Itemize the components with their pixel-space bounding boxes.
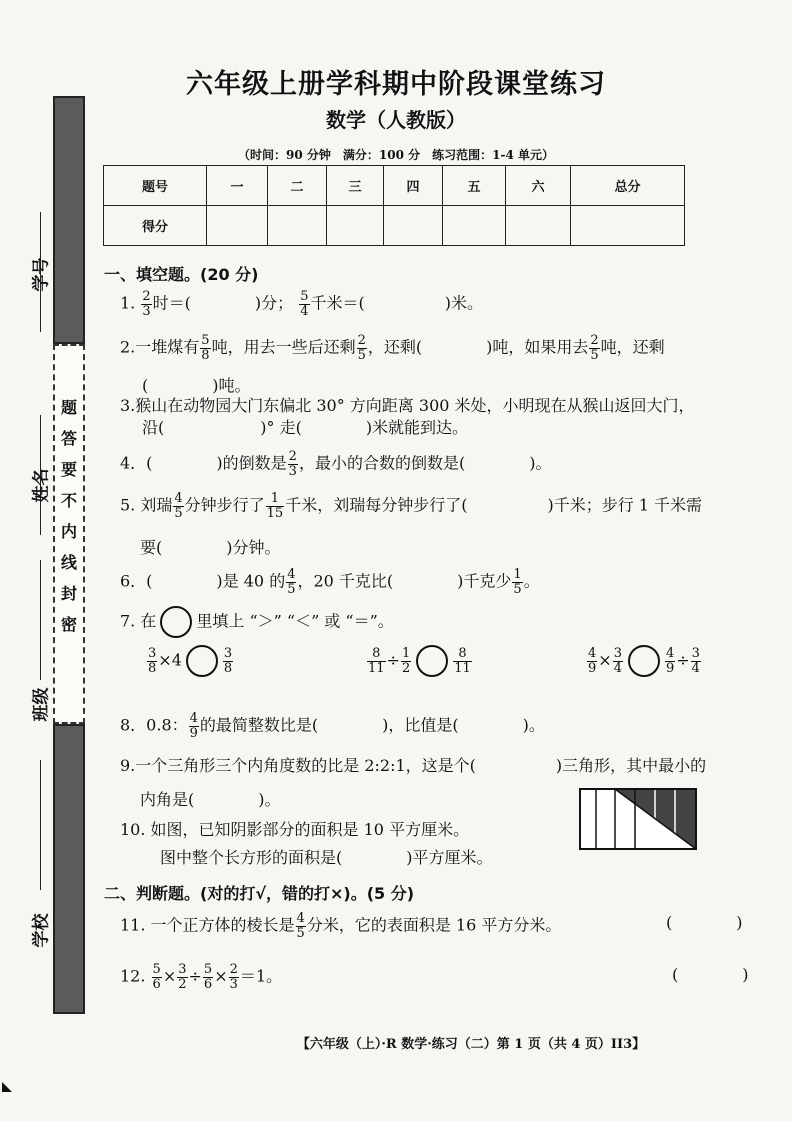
label-student-id: 学号 [31, 257, 52, 292]
score-table [103, 165, 685, 246]
label-school: 学校 [31, 913, 52, 948]
question-3: 3.猴山在动物园大门东偏北 30° 方向距离 300 米处，小明现在从猴山返回大门， [120, 396, 695, 415]
compare-circle-3[interactable] [628, 645, 660, 677]
class-line [40, 560, 41, 680]
fraction: $\frac{2}{5}$ [590, 333, 599, 363]
score-header-row [104, 166, 685, 206]
score-cell: 四 [384, 166, 443, 206]
fraction: $\frac{4}{5}$ [287, 567, 296, 597]
corner-mark [2, 1082, 12, 1092]
exam-meta: （时间：90 分钟 满分：100 分 练习范围：1-4 单元） [238, 148, 554, 162]
fraction: $\frac{2}{3}$ [142, 289, 151, 319]
score-input[interactable] [443, 206, 506, 246]
question-3-line-2: 沿( )° 走( )米就能到达。 [142, 418, 469, 437]
fraction: $\frac{4}{5}$ [174, 491, 183, 521]
score-input[interactable] [268, 206, 327, 246]
question-10-line-2: 图中整个长方形的面积是( )平方厘米。 [160, 848, 493, 867]
fraction: $\frac{5}{8}$ [201, 333, 210, 363]
school-line [40, 760, 41, 890]
section-heading-judge: 二、判断题。(对的打√，错的打×)。(5 分) [104, 884, 415, 903]
rectangle-figure [578, 787, 698, 851]
section-heading-fill: 一、填空题。(20 分) [104, 265, 259, 284]
question-6: 6．( )是 40 的 $\frac{4}{5}$ ，20 千克比( )千克少 $\frac{1}{5}$ 。 [120, 567, 540, 597]
compare-circle-2[interactable] [416, 645, 448, 677]
page-subtitle: 数学（人教版） [326, 108, 466, 132]
score-input[interactable] [571, 206, 685, 246]
score-cell: 得分 [104, 206, 207, 246]
question-4: 4．( )的倒数是 $\frac{2}{3}$ ，最小的合数的倒数是( )。 [120, 449, 552, 479]
question-5: 5. 刘瑞 $\frac{4}{5}$ 分钟步行了 $\frac{1}{15}$ 千米，刘瑞每分钟步行了( )千米；步行 1 千米需 [120, 491, 703, 521]
fraction: $\frac{2}{5}$ [357, 333, 366, 363]
fraction: $\frac{4}{9}$ [189, 711, 198, 741]
compare-expression-3: $\frac{4}{9}$ × $\frac{3}{4}$ $\frac{4}{9}$ ÷ $\frac{3}{4}$ [588, 645, 700, 676]
question-7: 7. 在 里填上 “＞” “＜” 或 “＝”。 [120, 606, 394, 638]
question-9-line-2: 内角是( )。 [140, 790, 281, 809]
score-input[interactable] [207, 206, 268, 246]
score-cell: 二 [268, 166, 327, 206]
page-title: 六年级上册学科期中阶段课堂练习 [186, 69, 606, 100]
score-cell: 一 [207, 166, 268, 206]
answer-paren-12[interactable]: ( ) [672, 965, 749, 984]
score-value-row [104, 206, 685, 246]
compare-circle-1[interactable] [186, 645, 218, 677]
score-cell: 六 [506, 166, 571, 206]
score-input[interactable] [506, 206, 571, 246]
label-class: 班级 [31, 687, 52, 722]
fraction: $\frac{4}{5}$ [296, 911, 305, 941]
score-cell: 总分 [571, 166, 685, 206]
binding-strip-top [53, 96, 85, 344]
seal-notice: 题 答 要 不 内 线 封 密 [60, 398, 77, 634]
circle-icon [160, 606, 192, 638]
binding-strip-bottom [53, 724, 85, 1014]
question-12: 12. $\frac{5}{6}$ × $\frac{3}{2}$ ÷ $\frac{5}{6}$ × $\frac{2}{3}$ ＝1。 [120, 962, 283, 992]
question-2-line-2: ( )吨。 [142, 376, 251, 395]
fraction: $\frac{2}{3}$ [288, 449, 297, 479]
page-footer: 【六年级（上）·R 数学·练习（二）第 1 页（共 4 页）II3】 [296, 1037, 646, 1052]
question-1: 1. $\frac{2}{3}$ 时＝( )分； $\frac{5}{4}$ 千米＝( )米。 [120, 289, 484, 319]
fraction: $\frac{5}{4}$ [300, 289, 309, 319]
score-input[interactable] [384, 206, 443, 246]
label-name: 姓名 [31, 468, 52, 503]
answer-paren-11[interactable]: ( ) [666, 913, 743, 932]
fraction: $\frac{1}{15}$ [266, 491, 284, 521]
question-9: 9.一个三角形三个内角度数的比是 2:2:1，这是个( )三角形，其中最小的 [120, 756, 707, 775]
compare-expression-1: $\frac{3}{8}$ ×4 $\frac{3}{8}$ [148, 645, 233, 676]
question-8: 8．0.8： $\frac{4}{9}$ 的最简整数比是( )，比值是( )。 [120, 711, 545, 741]
score-cell: 题号 [104, 166, 207, 206]
question-5-line-2: 要( )分钟。 [140, 538, 281, 557]
question-10: 10. 如图，已知阴影部分的面积是 10 平方厘米。 [120, 820, 470, 839]
score-cell: 五 [443, 166, 506, 206]
score-cell: 三 [327, 166, 384, 206]
question-11: 11. 一个正方体的棱长是 $\frac{4}{5}$ 分米，它的表面积是 16 平方分米。 [120, 911, 562, 941]
score-input[interactable] [327, 206, 384, 246]
compare-expression-2: $\frac{8}{11}$ ÷ $\frac{1}{2}$ $\frac{8}{11}$ [368, 645, 471, 676]
question-2: 2.一堆煤有 $\frac{5}{8}$ 吨，用去一些后还剩 $\frac{2}{5}$ ，还剩( )吨，如果用去 $\frac{2}{5}$ 吨，还剩 [120, 333, 665, 363]
fraction: $\frac{1}{5}$ [513, 567, 522, 597]
